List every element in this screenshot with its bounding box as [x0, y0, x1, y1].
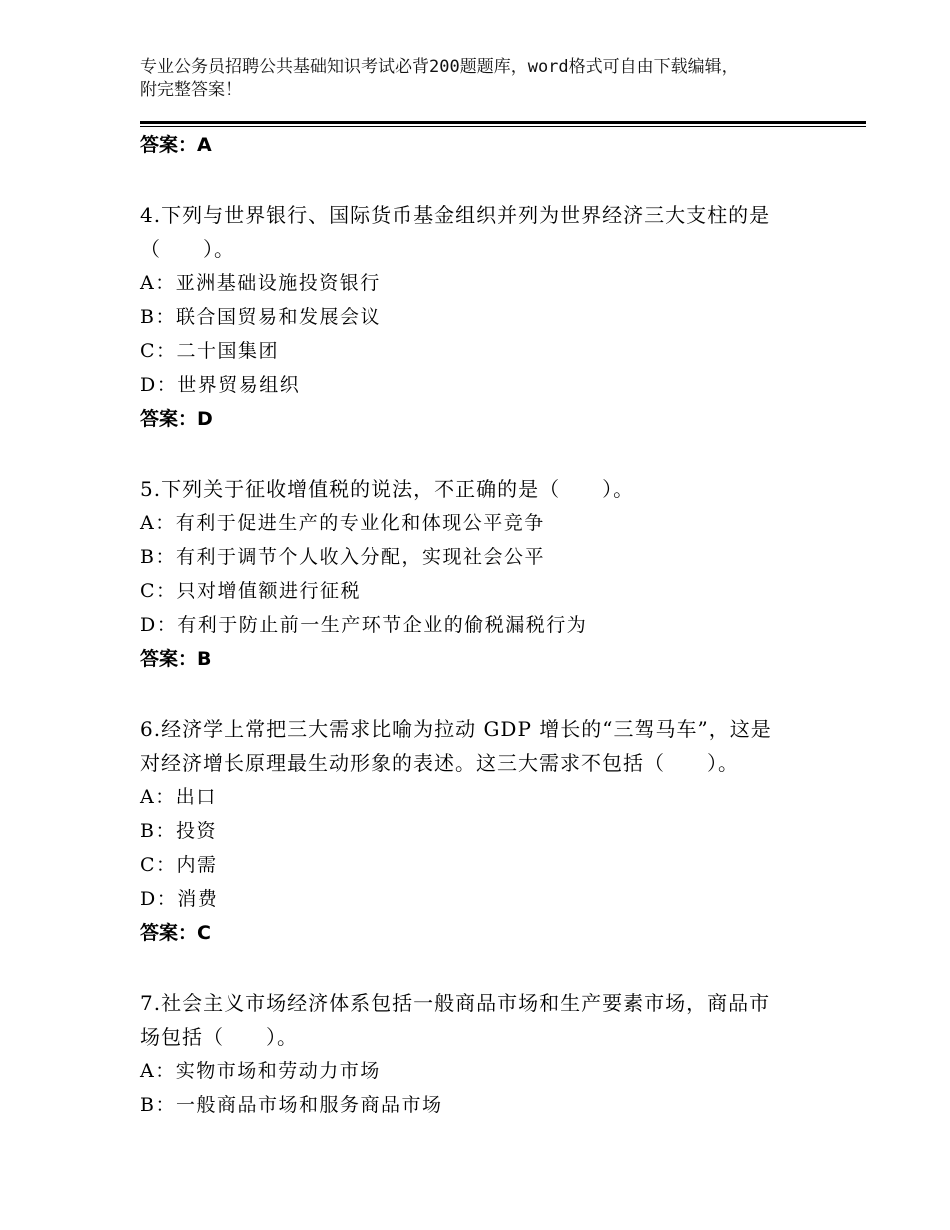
question-7-text-line-1: 7.社会主义市场经济体系包括一般商品市场和生产要素市场，商品市: [140, 991, 771, 1015]
question-5: [140, 472, 820, 676]
question-4-option-b: B：联合国贸易和发展会议: [140, 306, 381, 328]
question-4-option-c: C：二十国集团: [140, 340, 280, 362]
question-6-option-a: A：出口: [140, 786, 217, 808]
header-rule-thin: [140, 126, 866, 127]
answer-q6: 答案：C: [140, 922, 211, 944]
question-7-option-a: A：实物市场和劳动力市场: [140, 1060, 381, 1082]
question-6-text-line-1: 6.经济学上常把三大需求比喻为拉动 GDP 增长的“三驾马车”，这是: [140, 717, 772, 741]
question-4-option-d: D：世界贸易组织: [140, 374, 301, 396]
question-6: [140, 712, 820, 950]
question-6-option-b: B：投资: [140, 820, 217, 842]
question-4: [140, 198, 820, 436]
question-4-text-line-2: （ ）。: [140, 237, 235, 261]
question-6-option-d: D：消费: [140, 888, 219, 910]
question-4-option-a: A：亚洲基础设施投资银行: [140, 272, 381, 294]
question-5-text-line-1: 5.下列关于征收增值税的说法，不正确的是（ ）。: [140, 477, 635, 501]
question-6-option-c: C：内需: [140, 854, 218, 876]
answer-q5: 答案：B: [140, 648, 212, 670]
question-5-option-d: D：有利于防止前一生产环节企业的偷税漏税行为: [140, 614, 588, 636]
question-6-text-line-2: 对经济增长原理最生动形象的表述。这三大需求不包括（ ）。: [140, 751, 739, 775]
answer-q4: 答案：D: [140, 408, 213, 430]
question-5-option-b: B：有利于调节个人收入分配，实现社会公平: [140, 546, 545, 568]
header-line-1: 专业公务员招聘公共基础知识考试必背200题题库，word格式可自由下载编辑，: [140, 57, 739, 77]
question-5-option-a: A：有利于促进生产的专业化和体现公平竞争: [140, 512, 545, 534]
document-body: [140, 128, 820, 1122]
header-line-2: 附完整答案！: [140, 80, 242, 100]
question-7-text-line-2: 场包括（ ）。: [140, 1025, 298, 1049]
question-7: [140, 986, 820, 1122]
page-header: [140, 56, 840, 102]
question-5-option-c: C：只对增值额进行征税: [140, 580, 362, 602]
header-rule-thick: [140, 121, 866, 124]
question-7-option-b: B：一般商品市场和服务商品市场: [140, 1094, 443, 1116]
question-4-text-line-1: 4.下列与世界银行、国际货币基金组织并列为世界经济三大支柱的是: [140, 203, 771, 227]
answer-q3: 答案：A: [140, 134, 212, 156]
